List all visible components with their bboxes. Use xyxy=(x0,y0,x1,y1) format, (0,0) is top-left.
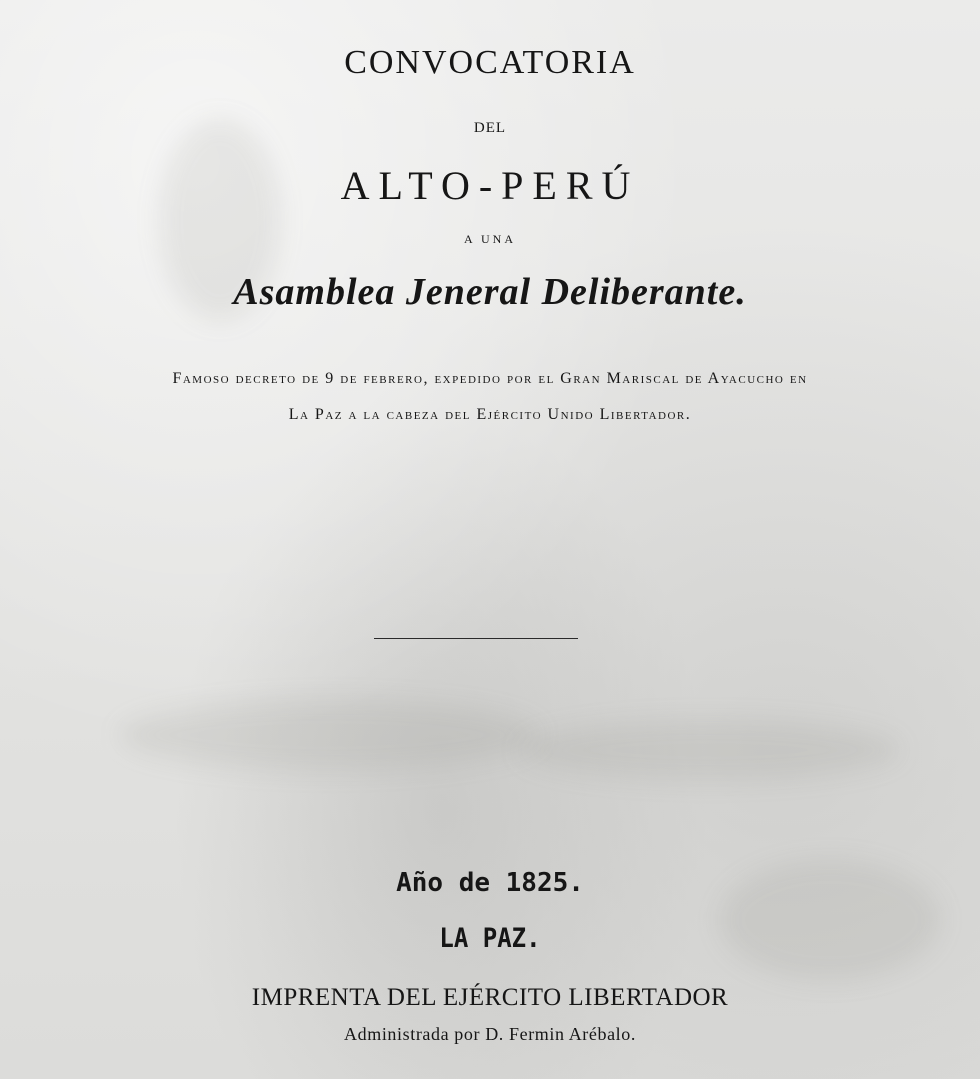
title-alto-peru: ALTO-PERÚ xyxy=(340,163,640,208)
decree-description-line-2: La Paz a la cabeza del Ejército Unido Libertador. xyxy=(288,406,692,423)
publication-year: Año de 1825. xyxy=(396,868,584,898)
printer-administrator: Administrada por D. Fermin Arébalo. xyxy=(344,1024,636,1044)
printer-name: IMPRENTA DEL EJÉRCITO LIBERTADOR xyxy=(251,984,729,1011)
section-divider xyxy=(374,638,578,639)
publication-city: LA PAZ. xyxy=(439,922,541,954)
title-asamblea: Asamblea Jeneral Deliberante. xyxy=(233,271,747,313)
title-a-una: A UNA xyxy=(463,232,516,246)
paper-stain xyxy=(120,700,540,770)
title-convocatoria: CONVOCATORIA xyxy=(344,44,636,81)
title-del: DEL xyxy=(473,120,507,136)
paper-stain xyxy=(520,720,900,780)
decree-description-line-1: Famoso decreto de 9 de febrero, expedido por el Gran Mariscal de Ayacucho en xyxy=(172,370,808,387)
